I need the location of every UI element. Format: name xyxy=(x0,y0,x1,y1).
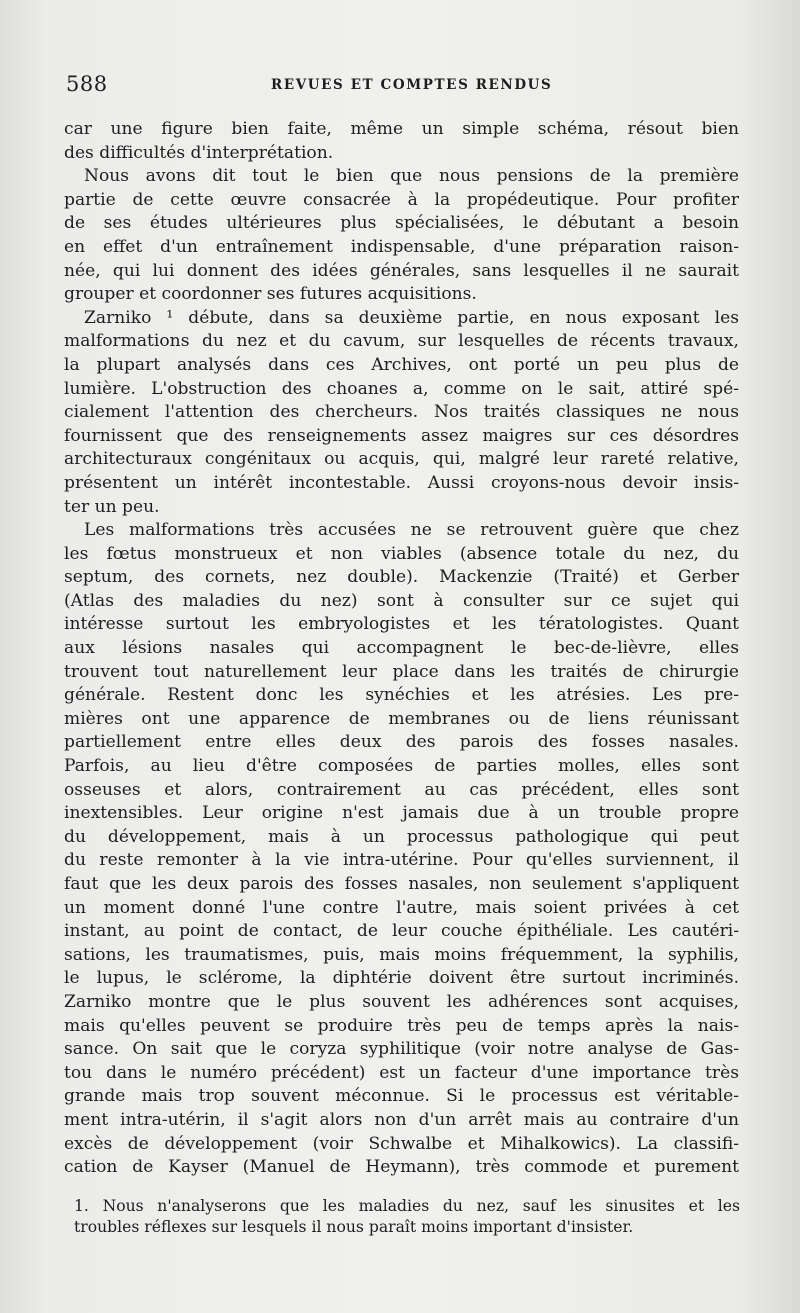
text-line: cialement l'attention des chercheurs. Nos traités classiques ne nous xyxy=(64,402,739,423)
text-line: mais qu'elles peuvent se produire très peu de temps après la nais- xyxy=(64,1015,739,1036)
text-line: architecturaux congénitaux ou acquis, qui, malgré leur rareté relative, xyxy=(64,449,739,470)
text-line: malformations du nez et du cavum, sur lesquelles de récents travaux, xyxy=(64,331,739,352)
text-line: née, qui lui donnent des idées générales, sans lesquelles il ne saurait xyxy=(64,260,739,281)
footnote-line xyxy=(74,1196,740,1217)
text-line: car une figure bien faite, même un simple schéma, résout bien xyxy=(64,119,739,139)
text-line: en effet d'un entraînement indispensable, d'une préparation raison- xyxy=(64,236,739,257)
text-line: grande mais trop souvent méconnue. Si le processus est véritable- xyxy=(64,1086,739,1107)
running-title: REVUES ET COMPTES RENDUS xyxy=(271,77,553,93)
text-line: sations, les traumatismes, puis, mais moins fréquemment, la syphilis, xyxy=(64,944,739,965)
body-text xyxy=(64,118,739,1180)
page-header xyxy=(66,72,736,106)
footnote xyxy=(74,1196,740,1238)
text-line: cation de Kayser (Manuel de Heymann), très commode et purement xyxy=(64,1157,739,1178)
text-line: un moment donné l'une contre l'autre, mais soient privées à cet xyxy=(64,897,739,918)
text-line: des difficultés d'interprétation. xyxy=(64,142,334,163)
text-line: le lupus, le sclérome, la diphtérie doivent être surtout incriminés. xyxy=(64,968,739,989)
text-line: la plupart analysés dans ces Archives, ont porté un peu plus de xyxy=(64,354,739,375)
footnote-line: troubles réflexes sur lesquels il nous paraît moins important d'insister. xyxy=(74,1218,634,1236)
text-line: partiellement entre elles deux des parois des fosses nasales. xyxy=(64,732,739,753)
text-line: du reste remonter à la vie intra-utérine. Pour qu'elles surviennent, il xyxy=(64,850,739,871)
footnote-marker: 1. xyxy=(74,1197,89,1215)
text-line: Zarniko montre que le plus souvent les adhérences sont acquises, xyxy=(64,991,739,1012)
text-line: (Atlas des maladies du nez) sont à consulter sur ce sujet qui xyxy=(64,590,739,611)
text-line: mières ont une apparence de membranes ou de liens réunissant xyxy=(64,708,739,729)
text-line: inextensibles. Leur origine n'est jamais due à un trouble propre xyxy=(64,803,739,824)
text-line: ter un peu. xyxy=(64,496,160,517)
text-line: grouper et coordonner ses futures acquisitions. xyxy=(64,284,477,305)
text-line: faut que les deux parois des fosses nasales, non seulement s'appliquent xyxy=(64,874,739,894)
text-line: osseuses et alors, contrairement au cas précédent, elles sont xyxy=(64,779,739,800)
text-line: du développement, mais à un processus pathologique qui peut xyxy=(64,826,739,847)
text-line: instant, au point de contact, de leur couche épithéliale. Les cautéri- xyxy=(64,921,739,942)
text-line: lumière. L'obstruction des choanes a, comme on le sait, attiré spé- xyxy=(64,378,739,399)
text-line: fournissent que des renseignements assez maigres sur ces désordres xyxy=(64,425,739,446)
text-line: de ses études ultérieures plus spécialisées, le débutant a besoin xyxy=(64,213,739,234)
text-line: générale. Restent donc les synéchies et les atrésies. Les pre- xyxy=(64,685,739,706)
text-line: trouvent tout naturellement leur place dans les traités de chirurgie xyxy=(64,661,739,682)
text-line: intéresse surtout les embryologistes et les tératologistes. Quant xyxy=(64,614,739,635)
text-line: Nous avons dit tout le bien que nous pensions de la première xyxy=(84,166,739,187)
text-line: tou dans le numéro précédent) est un facteur d'une importance très xyxy=(64,1062,739,1083)
text-line: sance. On sait que le coryza syphilitique (voir notre analyse de Gas- xyxy=(64,1039,739,1060)
text-line: présentent un intérêt incontestable. Aussi croyons-nous devoir insis- xyxy=(64,472,739,493)
text-line: Parfois, au lieu d'être composées de parties molles, elles sont xyxy=(64,756,739,777)
text-line: partie de cette œuvre consacrée à la propédeutique. Pour profiter xyxy=(64,189,739,210)
footnote-text: Nous n'analyserons que les maladies du nez, sauf les sinusites et les xyxy=(102,1197,740,1215)
text-line: les fœtus monstrueux et non viables (absence totale du nez, du xyxy=(64,543,739,564)
text-line: excès de développement (voir Schwalbe et Mihalkowics). La classifi- xyxy=(64,1133,739,1154)
text-line: Zarniko ¹ débute, dans sa deuxième partie, en nous exposant les xyxy=(84,307,739,328)
text-line: Les malformations très accusées ne se retrouvent guère que chez xyxy=(84,520,739,541)
text-line: aux lésions nasales qui accompagnent le bec-de-lièvre, elles xyxy=(64,638,739,659)
page-number: 588 xyxy=(66,72,108,96)
text-line: septum, des cornets, nez double). Mackenzie (Traité) et Gerber xyxy=(64,567,739,588)
text-line: ment intra-utérin, il s'agit alors non d'un arrêt mais au contraire d'un xyxy=(64,1109,739,1130)
